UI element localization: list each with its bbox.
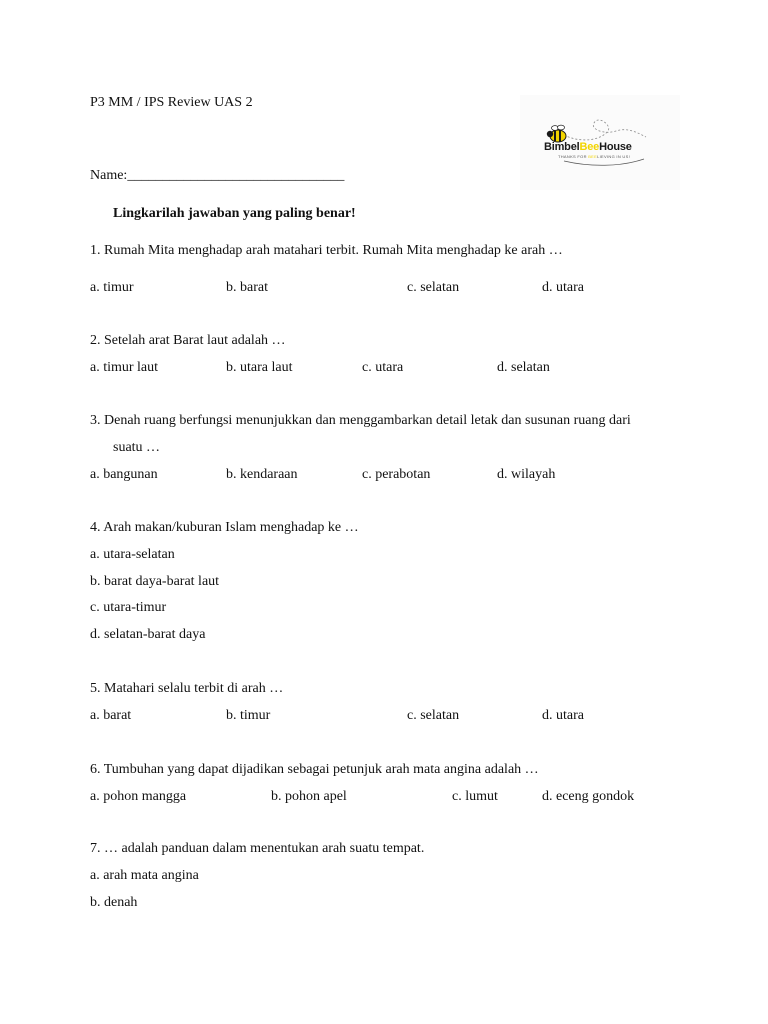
question-1-option-d: d. utara — [542, 280, 584, 295]
question-3-text-continued: suatu … — [113, 440, 161, 455]
logo-tagline: THANKS FOR BEELIEVING IN US! — [558, 154, 630, 159]
question-6-option-a: a. pohon mangga — [90, 789, 187, 804]
logo-wordmark: BimbelBeeHouse — [544, 141, 632, 153]
question-5-text: 5. Matahari selalu terbit di arah … — [90, 681, 284, 696]
question-3-option-d: d. wilayah — [497, 467, 556, 482]
question-2-option-b: b. utara laut — [226, 360, 293, 375]
question-6-text: 6. Tumbuhan yang dapat dijadikan sebagai petunjuk arah mata angina adalah … — [90, 762, 539, 777]
instruction-text: Lingkarilah jawaban yang paling benar! — [113, 206, 356, 221]
question-1-option-a: a. timur — [90, 280, 134, 295]
question-1-option-c: c. selatan — [407, 280, 460, 295]
question-2-option-d: d. selatan — [497, 360, 550, 375]
question-1-text: 1. Rumah Mita menghadap arah matahari terbit. Rumah Mita menghadap ke arah … — [90, 243, 563, 258]
question-6-option-b: b. pohon apel — [271, 789, 347, 804]
question-7-text: 7. … adalah panduan dalam menentukan arah suatu tempat. — [90, 841, 425, 856]
bimbel-bee-house-logo — [520, 95, 680, 190]
question-4-option-b: b. barat daya-barat laut — [90, 574, 220, 589]
question-2-option-c: c. utara — [362, 360, 404, 375]
name-field-line: Name:_______________________________ — [90, 168, 345, 183]
question-5-option-b: b. timur — [226, 708, 271, 723]
question-2-option-a: a. timur laut — [90, 360, 159, 375]
worksheet-title: P3 MM / IPS Review UAS 2 — [90, 95, 253, 110]
question-5-option-a: a. barat — [90, 708, 132, 723]
question-6-option-c: c. lumut — [452, 789, 498, 804]
question-4-option-a: a. utara-selatan — [90, 547, 175, 562]
question-3-option-a: a. bangunan — [90, 467, 158, 482]
question-2-text: 2. Setelah arat Barat laut adalah … — [90, 333, 286, 348]
question-6-option-d: d. eceng gondok — [542, 789, 635, 804]
question-4-text: 4. Arah makan/kuburan Islam menghadap ke … — [90, 520, 359, 535]
question-3-option-b: b. kendaraan — [226, 467, 298, 482]
question-3-option-c: c. perabotan — [362, 467, 431, 482]
question-7-option-a: a. arah mata angina — [90, 868, 199, 883]
question-3-text: 3. Denah ruang berfungsi menunjukkan dan menggambarkan detail letak dan susunan ruang dari — [90, 413, 631, 428]
question-5-option-c: c. selatan — [407, 708, 460, 723]
question-5-option-d: d. utara — [542, 708, 584, 723]
question-1-option-b: b. barat — [226, 280, 268, 295]
question-4-option-d: d. selatan-barat daya — [90, 627, 206, 642]
question-4-option-c: c. utara-timur — [90, 600, 167, 615]
question-7-option-b: b. denah — [90, 895, 138, 910]
